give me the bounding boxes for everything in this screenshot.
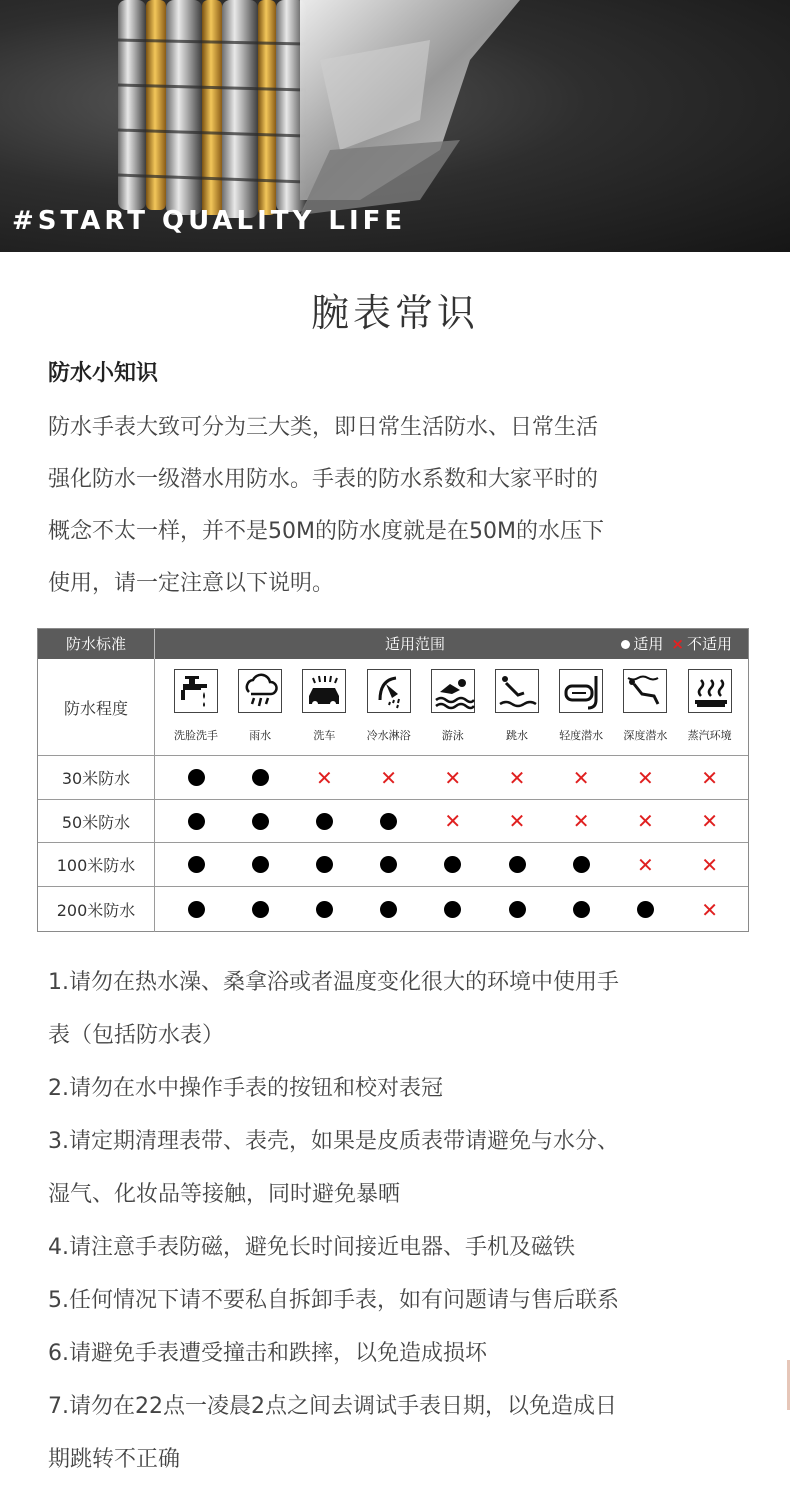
suitable-dot [228,800,292,842]
hero-tagline: #START QUALITY LIFE [12,206,407,236]
dot-icon [444,901,461,918]
activity-column-9 [678,659,742,755]
x-icon: ✕ [701,809,718,833]
dot-icon [316,856,333,873]
unsuitable-x [678,756,742,799]
suitable-dot [164,756,228,799]
activity-label: 洗车 [313,729,336,742]
unsuitable-x [421,756,485,799]
suitable-dot [228,843,292,886]
page-title: 腕表常识 [310,291,479,335]
x-icon: ✕ [637,852,654,877]
dot-icon [316,813,333,830]
suitable-dot [421,843,485,886]
unsuitable-x [613,800,677,842]
suitable-dot [164,800,228,842]
suitable-dot [357,843,421,886]
activity-column-4 [357,659,421,755]
activity-label: 深度潜水 [623,729,668,742]
x-icon: ✕ [572,765,590,790]
note-line: 2.请勿在水中操作手表的按钮和校对表冠 [48,1076,443,1101]
unsuitable-x [613,756,677,799]
activity-label: 游泳 [441,729,464,742]
suitable-dot [292,887,356,932]
note-line: 5.任何情况下请不要私自拆卸手表，如有问题请与售后联系 [48,1288,619,1313]
intro-paragraph [48,402,748,610]
x-icon: ✕ [380,765,397,790]
suitable-dot [228,756,292,799]
steam-icon [688,669,732,713]
dot-icon [509,901,526,918]
dot-icon [188,813,205,830]
suitable-dot [292,843,356,886]
suitable-dot [421,887,485,932]
header-standard: 防水标准 [38,629,155,659]
rain-cloud-icon [238,669,282,713]
deep-dive-icon [623,669,667,713]
legend-dot-icon [621,640,630,649]
note-line: 湿气、化妆品等接触，同时避免暴晒 [48,1182,401,1207]
note-line: 1.请勿在热水澡、桑拿浴或者温度变化很大的环境中使用手 [48,970,619,995]
section-heading: 防水小知识 [48,361,159,386]
unsuitable-x [421,800,485,842]
car-wash-icon [302,669,346,713]
suitable-dot [613,887,677,932]
activity-column-8 [613,659,677,755]
unsuitable-x [678,887,742,932]
care-notes [48,956,748,1486]
legend-x-icon: × [671,635,684,653]
x-icon: ✕ [637,765,654,790]
x-icon: ✕ [508,765,526,790]
note-line: 6.请避免手表遭受撞击和跌摔，以免造成损坏 [48,1341,487,1366]
unsuitable-x [613,843,677,886]
snorkel-mask-icon [559,669,603,713]
x-icon: ✕ [701,897,718,922]
unsuitable-x [485,800,549,842]
note-line: 表（包括防水表） [48,1023,225,1048]
row-label: 100米防水 [38,843,155,886]
suitable-dot [549,887,613,932]
legend-ok-label: 适用 [633,635,664,653]
activity-label: 雨水 [249,729,272,742]
intro-line: 强化防水一级潜水用防水。手表的防水系数和大家平时的 [48,467,599,492]
intro-line: 使用，请一定注意以下说明。 [48,571,335,596]
activity-column-2 [228,659,292,755]
activity-column-7 [549,659,613,755]
icon-row [38,659,748,755]
x-icon: ✕ [508,809,526,833]
unsuitable-x [678,800,742,842]
dot-icon [188,856,205,873]
unsuitable-x [678,843,742,886]
dot-icon [252,901,269,918]
activity-column-5 [421,659,485,755]
shower-icon [367,669,411,713]
faucet-icon [174,669,218,713]
table-header [38,629,748,659]
unsuitable-x [549,800,613,842]
dot-icon [444,856,461,873]
activity-label: 跳水 [506,729,528,742]
activity-label: 冷水淋浴 [366,729,411,742]
activity-column-3 [292,659,356,755]
suitable-dot [485,887,549,932]
table-row [38,886,748,932]
unsuitable-x [357,756,421,799]
suitable-dot [164,843,228,886]
swimming-icon [431,669,475,713]
unsuitable-x [292,756,356,799]
x-icon: ✕ [444,765,462,790]
suitable-dot [357,800,421,842]
dot-icon [509,856,526,873]
x-icon: ✕ [444,809,462,833]
dot-icon [573,856,590,873]
note-line: 4.请注意手表防磁，避免长时间接近电器、手机及磁铁 [48,1235,575,1260]
dot-icon [252,813,269,830]
dot-icon [380,901,397,918]
row-label: 30米防水 [38,756,155,799]
intro-line: 概念不太一样，并不是50M的防水度就是在50M的水压下 [48,519,604,544]
x-icon: ✕ [572,809,590,833]
dot-icon [316,901,333,918]
activity-column-1 [164,659,228,755]
activity-label: 轻度潜水 [559,729,604,742]
note-line: 3.请定期清理表带、表壳，如果是皮质表带请避免与水分、 [48,1129,619,1154]
dot-icon [637,901,654,918]
waterproof-table [37,628,749,932]
level-label: 防水程度 [38,659,155,755]
row-label: 200米防水 [38,887,155,932]
dot-icon [573,901,590,918]
table-row [38,842,748,886]
header-scope: 适用范围 [384,635,445,653]
row-label: 50米防水 [38,800,155,842]
dot-icon [188,769,205,786]
dot-icon [252,769,269,786]
note-line: 期跳转不正确 [48,1447,181,1472]
table-row [38,755,748,799]
suitable-dot [485,843,549,886]
x-icon: ✕ [701,852,718,877]
x-icon: ✕ [701,765,718,790]
suitable-dot [228,887,292,932]
table-row [38,799,748,842]
legend-no-label: 不适用 [686,635,732,653]
suitable-dot [357,887,421,932]
dot-icon [380,813,397,830]
dot-icon [380,856,397,873]
x-icon: ✕ [637,809,654,833]
activity-label: 蒸汽环境 [687,729,732,742]
suitable-dot [549,843,613,886]
hero-banner [0,0,790,252]
note-line: 7.请勿在22点一凌晨2点之间去调试手表日期，以免造成日 [48,1394,617,1419]
table-legend [621,629,732,659]
dot-icon [188,901,205,918]
unsuitable-x [549,756,613,799]
unsuitable-x [485,756,549,799]
intro-line: 防水手表大致可分为三大类，即日常生活防水、日常生活 [48,415,599,440]
suitable-dot [292,800,356,842]
activity-label: 洗脸洗手 [174,729,218,742]
x-icon: ✕ [316,765,333,790]
diving-icon [495,669,539,713]
dot-icon [252,856,269,873]
activity-column-6 [485,659,549,755]
suitable-dot [164,887,228,932]
